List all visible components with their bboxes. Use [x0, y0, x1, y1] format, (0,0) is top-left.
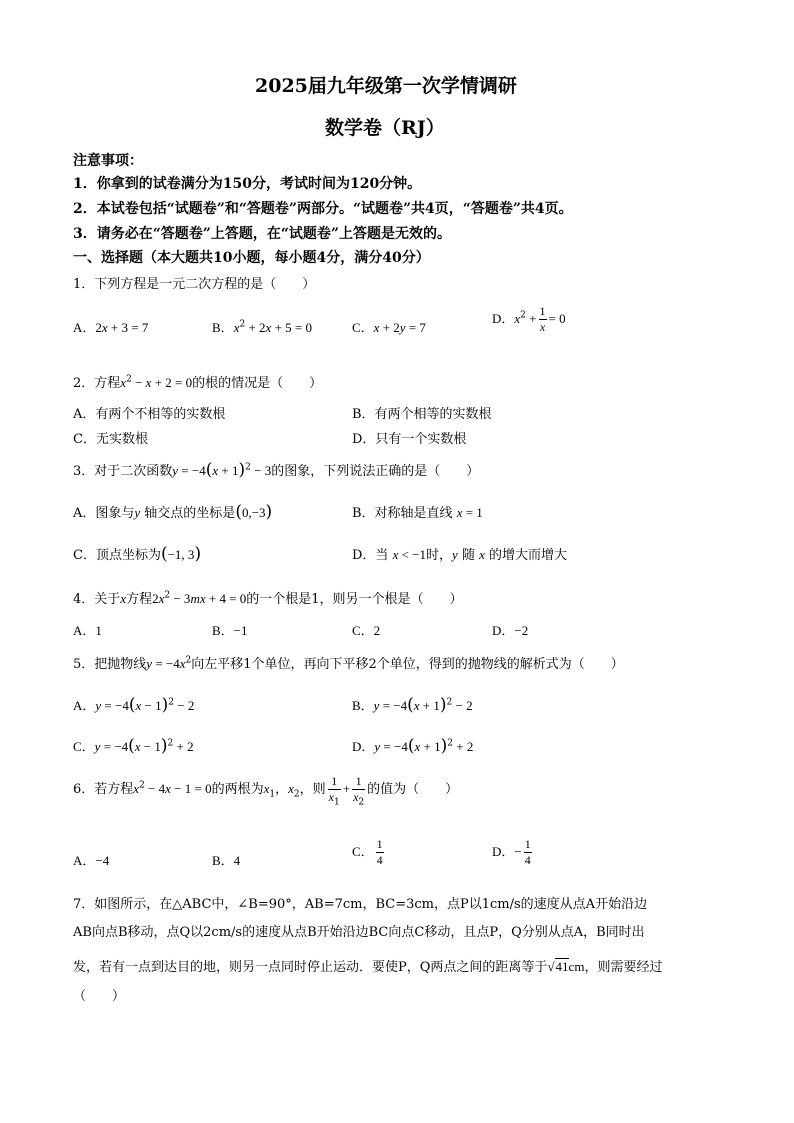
sqrt-radicand: 41: [555, 959, 569, 974]
question-7-line-2: AB向点B移动，点Q以2cm/s的速度从点B开始沿边BC向点C移动，且点P，Q分别从点A，B同时出: [73, 925, 645, 940]
section-heading: 一、选择题（本大题共10小题，每小题4分，满分40分）: [73, 250, 430, 266]
question-1-option-d: D．$x^2$ + $\frac{1}{x}$ = 0: [492, 304, 566, 334]
question-4-stem: 4．关于x方程$2x^2 - 3mx + 4 = 0$的一个根是1，则另一个根是（ ）: [73, 590, 463, 607]
question-3-option-c: C．顶点坐标为(−1, 3): [73, 544, 202, 564]
question-1-option-a: A．2x + 3 = 7: [73, 320, 149, 335]
note-item-2: 2．本试卷包括“试题卷”和“答题卷”两部分。“试题卷”共4页，“答题卷”共4页。: [73, 201, 573, 217]
question-4-stem-prefix: 4．关于: [73, 592, 121, 607]
question-6-option-b: B．4: [212, 853, 241, 868]
question-5-option-c: C．$y = -4(x - 1)^2 + 2$: [73, 736, 194, 756]
question-4-option-d: D．−2: [492, 623, 529, 638]
question-5-option-b: B．$y = -4(x + 1)^2 - 2$: [352, 695, 473, 715]
question-5-option-a: A．$y = -4(x - 1)^2 - 2$: [73, 695, 195, 715]
question-6-stem-mid3: ，则: [299, 782, 326, 797]
notes-heading: 注意事项：: [73, 153, 143, 169]
question-3-stem-prefix: 3．对于二次函数: [73, 464, 173, 479]
question-5-stem: 5．把抛物线$y = -4x^2$向左平移1个单位，再向下平移2个单位，得到的抛物线的解析式为（ ）: [73, 655, 624, 672]
question-6-stem-mid2: ，: [275, 782, 289, 797]
question-1-stem: 1．下列方程是一元二次方程的是（ ）: [73, 277, 316, 292]
question-6-option-d: D．− $\frac{1}{4}$: [492, 837, 531, 867]
question-4-option-c: C．2: [352, 623, 381, 638]
question-6-stem-suffix: 的值为（ ）: [367, 782, 459, 797]
question-1-option-c: C．x + 2y = 7: [352, 320, 426, 335]
question-4-option-b: B．−1: [212, 623, 248, 638]
question-4-stem-mid: 方程: [126, 592, 153, 607]
question-2-stem-prefix: 2．方程: [73, 376, 121, 391]
question-3-option-a: A．图象与y 轴交点的坐标是(0,−3): [73, 502, 273, 522]
question-5-stem-prefix: 5．把抛物线: [73, 657, 147, 672]
question-2-option-a: A．有两个不相等的实数根: [73, 407, 226, 422]
question-5-option-d: D．$y = -4(x + 1)^2 + 2$: [352, 736, 474, 756]
exam-title: 2025届九年级第一次学情调研: [255, 75, 517, 97]
question-3-option-d: D．当 x < −1时，y 随 x 的增大而增大: [352, 547, 567, 563]
question-4-option-a: A．1: [73, 623, 102, 638]
note-item-1: 1．你拿到的试卷满分为150分，考试时间为120分钟。: [73, 176, 422, 192]
question-7-line-3-suffix: ，则需要经过: [584, 960, 663, 975]
question-7-line-1: 7．如图所示，在△ABC中，∠B=90°，AB=7cm，BC=3cm，点P以1cm/s的速度从点A开始沿边: [73, 897, 648, 912]
question-2-stem: 2．方程$x^2 - x + 2 = 0$的根的情况是（ ）: [73, 374, 323, 391]
question-6-option-c: C． $\frac{1}{4}$: [352, 837, 383, 867]
question-1-option-b: B．$x^2 + 2x + 5 = 0$: [212, 319, 312, 335]
question-4-stem-suffix: 的一个根是1，则另一个根是（ ）: [246, 592, 463, 607]
question-6-stem-prefix: 6．若方程: [73, 782, 134, 797]
question-2-option-c: C．无实数根: [73, 432, 148, 447]
question-3-stem: 3．对于二次函数$y = -4(x + 1)^2 - 3$的图象，下列说法正确的是（ ）: [73, 460, 480, 480]
note-item-3: 3．请务必在“答题卷”上答题，在“试题卷”上答题是无效的。: [73, 226, 451, 242]
exam-subtitle: 数学卷（RJ）: [325, 117, 445, 139]
question-6-stem-mid1: 的两根为: [211, 782, 264, 797]
unit-cm: cm: [568, 959, 585, 974]
question-7-line-3: 发，若有一点到达目的地，则另一点同时停止运动．要使P，Q两点之间的距离等于√41cm，则需要经过: [73, 959, 663, 975]
question-5-stem-suffix: 向左平移1个单位，再向下平移2个单位，得到的抛物线的解析式为（ ）: [191, 657, 624, 672]
question-2-option-b: B．有两个相等的实数根: [352, 407, 492, 422]
question-3-stem-suffix: 的图象，下列说法正确的是（ ）: [271, 464, 480, 479]
question-3-option-b: B．对称轴是直线 x = 1: [352, 505, 483, 521]
question-2-stem-suffix: 的根的情况是（ ）: [192, 376, 323, 391]
question-6-stem: 6．若方程$x^2 - 4x - 1 = 0$的两根为$x_1$，$x_2$，则 $\frac{1}{x_1}$ + $\frac{1}{x_2}$ 的值为（ ）: [73, 774, 459, 808]
question-7-line-4: （ ）: [73, 989, 126, 1004]
question-6-option-a: A．−4: [73, 853, 110, 868]
question-7-line-3-prefix: 发，若有一点到达目的地，则另一点同时停止运动．要使P，Q两点之间的距离等于: [73, 960, 548, 975]
question-2-option-d: D．只有一个实数根: [352, 432, 467, 447]
